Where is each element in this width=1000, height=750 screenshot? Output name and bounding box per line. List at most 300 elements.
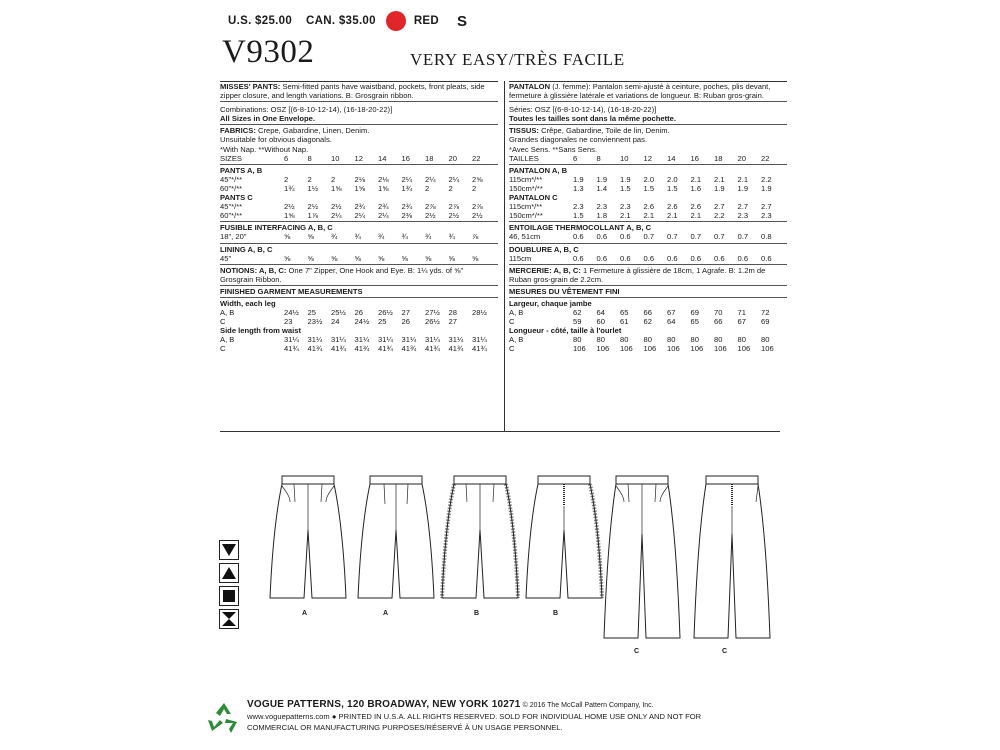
table-cell: 2.1 [690,211,702,221]
table-cell: 31¼ [378,335,393,345]
table-row [220,184,498,193]
unsuitable: Grandes diagonales ne conviennent pas. [509,135,648,145]
table-cell: 2¾ [378,202,389,212]
fabrics-title: TISSUS: [509,126,539,136]
table-cell: 80 [596,335,605,345]
table-cell: 106 [596,344,610,354]
table-cell: 14 [378,153,387,163]
table-cell: 2.1 [737,174,749,184]
pants-a-back-drawing [356,472,436,602]
table-cell: 0.6 [761,253,772,263]
table-row [220,211,498,220]
table-cell: 0.7 [714,232,725,242]
table-bottom-rule [220,431,780,432]
table-cell: 106 [714,344,727,354]
table-cell: 80 [573,335,582,345]
table-cell: 23 [284,317,293,327]
desc-text: (J. femme): Pantalon semi-ajusté à ceinture, poches, plis devant, fermeture à glissière latérale et variations de longueur. B: Ruban gros-grain. [509,82,771,101]
table-cell: 70 [714,308,723,318]
row-label: 45"*/** [220,202,243,212]
table-cell: 2¼ [448,174,460,184]
table-cell: ⅝ [354,253,361,263]
table-cell: 2.3 [573,202,584,212]
table-cell: 106 [737,344,751,354]
price-row [228,10,471,32]
pants-ab-title: PANTALON A, B [509,165,568,175]
table-cell: ⅝ [425,253,432,263]
table-cell: 1.8 [596,211,608,221]
table-cell: 67 [667,308,676,318]
table-row [220,308,498,317]
table-cell: 20 [448,153,457,163]
table-cell: 65 [690,317,699,327]
figure-label: C [634,648,640,655]
table-cell: ¾ [331,232,338,242]
pants-c-back-drawing [692,472,772,642]
table-cell: 1.9 [714,183,725,193]
table-cell: 106 [690,344,704,354]
table-cell: 14 [667,153,676,163]
table-cell: 0.6 [643,253,655,263]
table-cell: 2¼ [331,211,342,221]
table-cell: 27 [401,308,410,318]
figure-label: B [553,610,559,617]
pants-c-title: PANTALON C [509,193,558,203]
table-cell: 26 [401,317,410,327]
table-cell: 1⅞ [307,211,319,221]
table-cell: 80 [643,335,652,345]
row-label: 18", 20" [220,232,247,242]
table-row [220,344,498,353]
table-cell: ¾ [401,232,408,242]
table-row [509,232,787,241]
table-row [509,317,787,326]
nap-note: *Avec Sens. **Sans Sens. [509,144,598,154]
table-cell: 2.1 [643,211,655,221]
table-cell: 71 [737,308,746,318]
table-cell: 24½ [354,317,370,327]
table-cell: 25 [378,317,387,327]
row-label: A, B [509,308,524,318]
table-cell: 25 [307,308,316,318]
can-price: CAN. $35.00 [306,15,376,27]
table-cell: 0.6 [596,253,608,263]
table-row [509,211,787,220]
table-cell: 0.7 [643,232,655,242]
table-cell: 2.6 [690,202,702,212]
sizes-row [220,154,498,163]
row-label: 150cm*/** [509,183,543,193]
table-cell: 64 [667,317,676,327]
table-cell: 1¾ [284,183,295,193]
table-cell: 12 [354,153,363,163]
table-cell: ¾ [425,232,432,242]
hourglass-icon [219,609,239,629]
table-cell: 2⅝ [472,174,483,184]
table-cell: 20 [737,153,746,163]
fusible-title: FUSIBLE INTERFACING A, B, C [220,223,333,233]
row-label: C [220,317,226,327]
table-cell: 2.6 [667,202,678,212]
table-cell: 72 [761,308,770,318]
column-divider [504,81,505,431]
table-cell: 1.9 [620,174,631,184]
table-cell: 26½ [425,317,440,327]
table-cell: 2.3 [620,202,631,212]
table-cell: 2 [307,174,312,184]
difficulty-label: VERY EASY/TRÈS FACILE [410,50,625,69]
table-cell: 1.5 [667,183,678,193]
table-cell: 1⅝ [354,183,366,193]
table-row [220,175,498,184]
table-cell: 61 [620,317,629,327]
triangle-down-icon [219,540,239,560]
footer [247,699,701,733]
table-cell: 16 [690,153,699,163]
table-cell: 1.3 [573,183,584,193]
row-label: 45"*/** [220,174,243,184]
table-cell: 27½ [425,308,440,318]
side-title: Side length from waist [220,326,302,336]
recycle-icon [206,700,242,736]
table-cell: 18 [425,153,434,163]
pants-ab-title: PANTS A, B [220,165,263,175]
table-cell: 31¼ [354,335,370,345]
table-cell: 60 [596,317,605,327]
table-cell: 66 [714,317,723,327]
table-cell: 2⅞ [472,202,483,212]
table-cell: 106 [643,344,657,354]
table-cell: ⅝ [307,253,314,263]
table-cell: 18 [714,153,723,163]
table-cell: 41¾ [378,344,393,354]
table-row [509,175,787,184]
table-cell: 67 [737,317,746,327]
table-cell: 41¾ [448,344,464,354]
table-cell: 10 [620,153,629,163]
table-cell: 2.0 [643,174,655,184]
table-cell: 41¾ [284,344,299,354]
triangle-up-icon [219,563,239,583]
figure-label: A [302,610,308,617]
fusible-title: ENTOILAGE THERMOCOLLANT A, B, C [509,223,652,233]
all-sizes: All Sizes in One Envelope. [220,114,315,124]
width-title: Width, each leg [220,298,276,308]
unsuitable: Unsuitable for obvious diagonals. [220,135,332,145]
table-cell: 2 [472,183,477,193]
table-cell: 2.7 [761,202,772,212]
row-label: 60"*/** [220,183,243,193]
english-column [220,81,498,354]
table-cell: 106 [573,344,586,354]
table-cell: 80 [714,335,723,345]
table-cell: 1⅝ [284,211,295,221]
table-cell: 2¼ [401,174,413,184]
table-cell: 6 [573,153,578,163]
square-icon [219,586,239,606]
table-cell: 106 [620,344,633,354]
table-cell: 31¼ [307,335,323,345]
row-label: 45" [220,253,232,263]
table-cell: 0.6 [690,253,702,263]
combinations: Séries: OSZ [(6-8-10-12-14), (16-18-20-22)] [509,105,657,115]
table-cell: 2⅜ [401,211,413,221]
table-cell [472,317,496,326]
table-cell: 1.5 [620,183,631,193]
table-cell: ⅞ [472,232,479,242]
table-cell: 41¾ [331,344,346,354]
table-cell: 24½ [284,308,299,318]
desc-title: PANTALON [509,82,551,91]
table-cell: 0.6 [573,253,584,263]
table-cell: 0.6 [620,232,631,242]
table-cell: 0.6 [573,232,584,242]
table-cell: 2⅛ [354,174,366,184]
table-cell: 2.2 [714,211,725,221]
desc-title: MISSES' PANTS: [220,82,281,91]
footer-line-2: www.voguepatterns.com ● PRINTED IN U.S.A. ALL RIGHTS RESERVED. SOLD FOR INDIVIDUAL HOME USE ONLY AND NOT FOR [247,712,702,721]
table-cell: 2.1 [667,211,678,221]
row-label: 60"*/** [220,211,243,221]
row-label: 150cm*/** [509,211,543,221]
company-address: VOGUE PATTERNS, 120 BROADWAY, NEW YORK 10271 [247,699,521,710]
table-cell: 80 [761,335,770,345]
color-name: RED [413,15,440,27]
us-price: U.S. $25.00 [228,15,293,27]
table-cell: 41¾ [425,344,440,354]
table-cell: 31¼ [284,335,299,345]
table-cell: 8 [596,153,601,163]
table-cell: 2 [448,183,453,193]
table-cell: 31¼ [401,335,417,345]
table-cell: 2.1 [714,174,725,184]
table-cell: 65 [620,308,629,318]
table-cell: 1.9 [737,183,749,193]
table-cell: ⅝ [472,253,479,263]
table-row [509,202,787,211]
table-cell: 23½ [307,317,323,327]
table-cell: 2¼ [378,211,389,221]
table-cell: 2.7 [737,202,749,212]
table-cell: 1.5 [573,211,584,221]
table-cell: 62 [643,317,652,327]
table-cell: 1.9 [761,183,772,193]
fabrics-text: Crepe, Gabardine, Linen, Denim. [257,126,370,136]
table-cell: 2 [331,174,336,184]
table-cell: 16 [401,153,410,163]
finished-title: MESURES DU VÊTEMENT FINI [509,286,620,296]
table-row [509,254,787,263]
table-cell: 41¾ [307,344,323,354]
table-row [509,335,787,344]
table-cell: 22 [761,153,770,163]
table-cell: 0.6 [667,253,678,263]
table-cell: 0.6 [737,253,749,263]
table-cell: 2.3 [596,202,608,212]
table-cell: 26 [354,308,363,318]
table-cell: 31¼ [331,335,346,345]
size-code: S [457,12,468,30]
sizes-label: TAILLES [509,153,539,163]
table-cell: 25½ [331,308,346,318]
table-cell: 27 [448,317,457,327]
table-cell: 2¾ [401,202,413,212]
technical-drawings [268,472,788,662]
french-column [509,81,787,354]
pants-a-front-drawing [268,472,348,602]
table-cell: 1.9 [596,174,608,184]
row-label: 115cm [509,253,532,263]
table-cell: 2⅛ [378,174,389,184]
table-cell: 41¾ [401,344,417,354]
table-cell: 31¼ [472,335,487,345]
table-cell: 1.4 [596,183,608,193]
table-cell: 106 [761,344,774,354]
table-cell: 66 [643,308,652,318]
table-cell: 28 [448,308,457,318]
table-cell: 1¾ [401,183,413,193]
layout-symbols [219,540,239,632]
table-cell: 28½ [472,308,487,318]
row-label: A, B [220,335,235,345]
table-cell: ¾ [448,232,455,242]
table-row [220,335,498,344]
notions-title: NOTIONS: A, B, C: [220,265,287,275]
row-label: 115cm*/** [509,174,543,184]
lining-title: DOUBLURE A, B, C [509,244,579,254]
table-cell: 106 [667,344,680,354]
table-cell: 31¼ [448,335,464,345]
table-row [509,184,787,193]
finished-title: FINISHED GARMENT MEASUREMENTS [220,286,363,296]
table-cell: 0.6 [620,253,631,263]
figure-label: C [722,648,728,655]
row-label: C [509,317,515,327]
table-cell: 80 [620,335,629,345]
table-cell: 2.3 [761,211,772,221]
table-cell: ⅝ [284,253,291,263]
table-cell: 1.6 [690,183,702,193]
table-cell: 0.7 [667,232,678,242]
color-dot [386,11,406,31]
table-cell: 12 [643,153,652,163]
table-cell: 0.6 [596,232,608,242]
table-cell: ¾ [378,232,385,242]
table-row [220,317,498,326]
figure-label: B [474,610,480,617]
table-cell: 1⅝ [331,183,342,193]
table-cell: ⅝ [307,232,314,242]
table-cell: 2⅞ [448,202,460,212]
table-cell: 6 [284,153,289,163]
side-title: Longueur - côté, taille à l'ourlet [509,326,622,336]
pattern-code: V9302 [222,34,315,70]
table-cell: 1.5 [643,183,655,193]
table-cell: 26½ [378,308,393,318]
table-cell: ⅝ [401,253,408,263]
row-label: A, B [220,308,235,318]
table-cell: 80 [690,335,699,345]
fabrics-title: FABRICS: [220,126,256,136]
notions-text: 1 Fermeture à glissière de 18cm, 1 Agrafe. B: 1.2m de Ruban gros-grain de 2.2cm. [509,265,766,284]
table-cell: 2⅞ [425,202,436,212]
pants-b-front-drawing [440,472,520,602]
table-cell: ⅝ [378,253,385,263]
table-cell: 1.9 [573,174,584,184]
table-cell: 69 [690,308,699,318]
table-cell: 69 [761,317,770,327]
table-cell: 2¾ [354,202,366,212]
table-cell: 2½ [425,211,436,221]
table-cell: 62 [573,308,582,318]
table-cell: 2 [284,174,289,184]
figure-label: A [383,610,389,617]
table-row [509,344,787,353]
table-cell: 2¼ [425,174,436,184]
table-row [220,202,498,211]
desc-text: Semi-fitted pants have waistband, pockets, front pleats, side zipper closure, and length variations. B: Grosgrain ribbon. [220,82,485,101]
notions-title: MERCERIE: A, B, C: [509,265,581,275]
table-cell: 2.1 [690,174,702,184]
table-cell: 2.3 [737,211,749,221]
table-cell: 31¼ [425,335,440,345]
table-cell: 2.2 [761,174,772,184]
row-label: C [220,344,226,354]
row-label: A, B [509,335,524,345]
table-cell: 2½ [331,202,342,212]
table-cell: 59 [573,317,582,327]
table-cell: 0.6 [714,253,725,263]
table-cell: 2.1 [620,211,631,221]
pants-c-title: PANTS C [220,193,253,203]
table-cell: ⅝ [331,253,338,263]
width-title: Largeur, chaque jambe [509,298,592,308]
table-cell: 64 [596,308,605,318]
table-cell: 1½ [307,183,319,193]
row-label: 46, 51cm [509,232,541,242]
copyright: © 2016 The McCall Pattern Company, Inc. [522,702,654,709]
table-cell: 2.0 [667,174,678,184]
table-cell: 80 [667,335,676,345]
pants-c-front-drawing [602,472,682,642]
table-cell: ⅝ [284,232,291,242]
table-row [509,308,787,317]
table-cell: 22 [472,153,481,163]
table-row [220,254,498,263]
table-cell: 2½ [307,202,319,212]
footer-line-3: COMMERCIAL OR MANUFACTURING PURPOSES/RÉSERVÉ À UN USAGE PERSONNEL. [247,723,563,732]
row-label: 115cm*/** [509,202,543,212]
nap-note: *With Nap. **Without Nap. [220,144,309,154]
table-row [220,232,498,241]
table-cell: 2.7 [714,202,725,212]
table-cell: 2½ [472,211,483,221]
row-label: C [509,344,515,354]
lining-title: LINING A, B, C [220,244,273,254]
fabrics-text: Crêpe, Gabardine, Toile de lin, Denim. [541,126,670,136]
pants-b-back-drawing [524,472,604,602]
table-cell: 41¾ [354,344,370,354]
sizes-row [509,154,787,163]
table-cell: 2½ [448,211,460,221]
table-cell: 24 [331,317,340,327]
table-cell: 2½ [284,202,295,212]
sizes-label: SIZES [220,153,242,163]
table-cell: 2¼ [354,211,366,221]
table-cell: ¾ [354,232,361,242]
table-cell: 2 [425,183,430,193]
all-sizes: Toutes les tailles sont dans la même pochette. [509,114,676,124]
